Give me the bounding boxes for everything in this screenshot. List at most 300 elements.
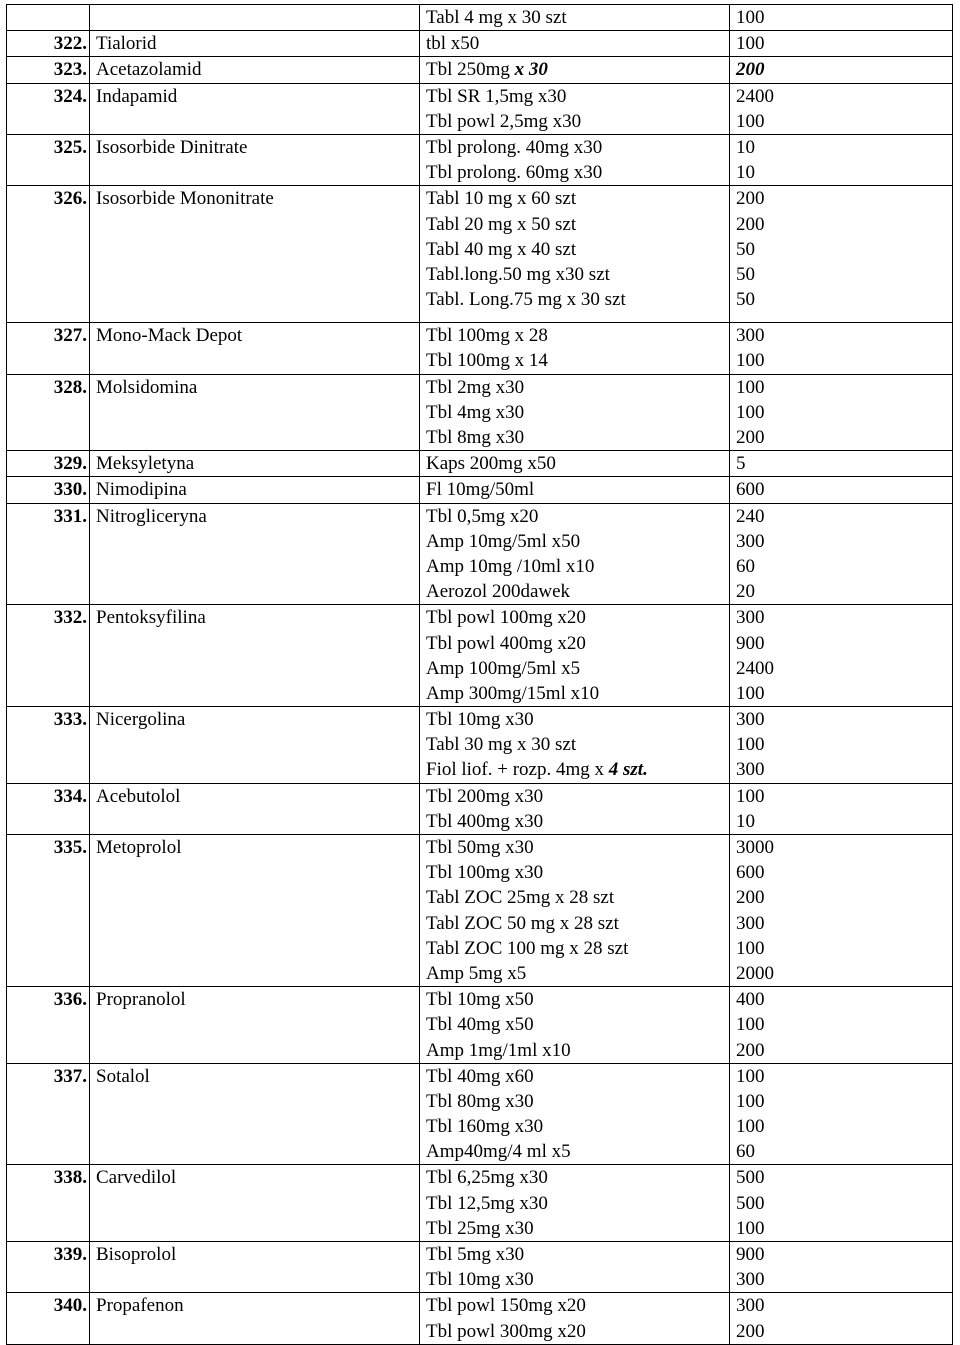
form-text [426,451,729,476]
form-text [426,31,729,56]
drug-forms [420,503,730,605]
row-number-text: 337. [53,1065,87,1087]
row-number [7,5,90,31]
drug-name-text: Nicergolina [96,709,186,731]
row-number-text: 327. [53,325,87,347]
table-row [7,186,953,323]
table-row [7,1293,953,1344]
drug-name-text: Carvedilol [96,1167,177,1189]
form-text [426,784,729,809]
drug-forms [420,605,730,707]
row-number [7,31,90,57]
form-text [426,579,729,604]
quantity-text: 600 [736,479,765,501]
drug-forms [420,31,730,57]
row-number [7,374,90,451]
form-label: Tabl 40 mg x 40 szt [426,238,577,260]
quantity-text: 200 [736,59,765,81]
drug-forms [420,323,730,374]
table-row [7,451,953,477]
form-text [426,757,729,782]
quantity-text: 300 [736,607,765,629]
form-label: Tbl 12,5mg x30 [426,1192,548,1214]
form-text [426,681,729,706]
form-label: Tbl 100mg x30 [426,862,544,884]
form-text [426,554,729,579]
quantity-text: 300 [736,912,765,934]
quantity-text: 200 [736,1039,765,1061]
quantity-text: 100 [736,401,765,423]
row-number [7,1165,90,1242]
drug-name [90,5,420,31]
drug-name-text: Pentoksyfilina [96,607,206,629]
row-number-text: 330. [53,479,87,501]
row-number-text: 336. [53,989,87,1011]
drug-name-text: Isosorbide Mononitrate [96,188,274,210]
table-row [7,503,953,605]
row-number-text: 339. [53,1244,87,1265]
quantity-text: 200 [736,427,765,448]
drug-name [90,503,420,605]
row-number [7,83,90,134]
drug-name [90,374,420,451]
drug-name [90,323,420,374]
drug-name-text: Sotalol [96,1065,150,1087]
table-row [7,1063,953,1165]
form-label: Tabl 20 mg x 50 szt [426,213,577,235]
drug-forms [420,1165,730,1242]
drug-quantities [730,783,953,834]
table-row [7,83,953,134]
drug-forms [420,451,730,477]
drug-table-body [7,5,953,1345]
quantity-text: 500 [736,1167,765,1189]
row-number [7,323,90,374]
quantity-text: 100 [736,1217,765,1239]
drug-name-text: Nimodipina [96,479,187,501]
drug-quantities [730,1293,953,1344]
form-text [426,262,729,287]
row-number-text: 329. [53,453,87,475]
form-text [426,323,729,348]
form-label: Tbl 250mg [426,59,515,81]
form-label: Tabl. Long.75 mg x 30 szt [426,289,626,311]
table-row [7,1165,953,1242]
drug-name-text: Metoprolol [96,837,182,858]
drug-quantities [730,323,953,374]
form-text [426,84,729,109]
form-text [426,732,729,757]
quantity-text: 240 [736,505,765,527]
row-number-text: 326. [53,188,87,210]
drug-name-text: Mono-Mack Depot [96,325,243,347]
form-label: Tabl 30 mg x 30 szt [426,734,577,756]
drug-forms [420,1242,730,1293]
form-text [426,809,729,834]
drug-forms [420,707,730,784]
form-emphasis: 4 szt. [608,759,648,781]
table-row [7,31,953,57]
quantity-text: 100 [736,33,765,55]
row-number [7,451,90,477]
drug-quantities [730,134,953,185]
drug-quantities [730,5,953,31]
form-text [426,1293,729,1318]
drug-name-text: Propranolol [96,989,186,1011]
table-row [7,835,953,987]
form-text [426,425,729,450]
drug-quantities [730,1063,953,1165]
row-number [7,987,90,1064]
row-number-text: 338. [53,1167,87,1189]
drug-name-text [96,5,419,30]
form-text [426,835,729,860]
form-text [426,860,729,885]
quantity-text: 400 [736,989,765,1011]
drug-forms [420,83,730,134]
quantity-text: 100 [736,7,765,28]
drug-name [90,83,420,134]
quantity-text: 100 [736,350,765,372]
table-row [7,5,953,31]
drug-quantities [730,1165,953,1242]
quantity-text: 50 [736,289,755,311]
drug-quantities [730,605,953,707]
form-label: Tbl 200mg x30 [426,785,544,807]
form-label: Tbl powl 2,5mg x30 [426,110,582,132]
form-text [426,237,729,262]
row-number [7,707,90,784]
form-text [426,57,729,82]
quantity-text: 200 [736,887,765,909]
form-label: tbl x50 [426,33,480,55]
row-number [7,503,90,605]
row-number-text: 333. [53,709,87,731]
drug-name-text: Tialorid [96,33,157,55]
drug-name [90,1242,420,1293]
quantity-text: 300 [736,1269,765,1291]
form-text [426,160,729,185]
form-text [426,477,729,502]
form-label: Tbl 25mg x30 [426,1217,534,1239]
form-text [426,375,729,400]
form-label: Tbl 8mg x30 [426,427,525,448]
drug-quantities [730,374,953,451]
quantity-text: 2400 [736,657,774,679]
form-text [426,1216,729,1241]
row-number-text: 332. [53,607,87,629]
form-text [426,1242,729,1267]
drug-name-text: Molsidomina [96,376,198,398]
drug-name [90,783,420,834]
quantity-text: 100 [736,1090,765,1112]
drug-name [90,451,420,477]
drug-name [90,1293,420,1344]
drug-name-text: Acetazolamid [96,59,202,81]
form-label: Tbl powl 300mg x20 [426,1320,586,1342]
form-emphasis: x 30 [514,59,548,81]
drug-name [90,31,420,57]
form-label: Amp 100mg/5ml x5 [426,657,581,679]
form-label: Tbl powl 100mg x20 [426,607,586,629]
quantity-text: 100 [736,1014,765,1036]
quantity-text: 200 [736,1320,765,1342]
spacer [426,312,729,322]
quantity-text: 600 [736,862,765,884]
form-text [426,212,729,237]
form-label: Tbl 5mg x30 [426,1244,525,1265]
form-text [426,1165,729,1190]
form-label: Tbl 10mg x50 [426,989,534,1011]
drug-name [90,1165,420,1242]
form-label: Tbl 6,25mg x30 [426,1167,548,1189]
form-text [426,287,729,312]
drug-name-text: Nitrogliceryna [96,505,207,527]
drug-quantities [730,707,953,784]
drug-quantities [730,477,953,503]
drug-quantities [730,31,953,57]
form-text [426,631,729,656]
row-number [7,605,90,707]
quantity-text: 5 [736,453,746,475]
quantity-text: 900 [736,632,765,654]
form-label: Tabl 4 mg x 30 szt [426,7,567,28]
row-number-text: 334. [53,785,87,807]
drug-name [90,987,420,1064]
quantity-text: 20 [736,581,755,603]
quantity-text: 10 [736,810,755,832]
quantity-text: 300 [736,759,765,781]
drug-forms [420,1293,730,1344]
quantity-text: 100 [736,785,765,807]
drug-name [90,134,420,185]
quantity-text: 100 [736,937,765,959]
table-row [7,134,953,185]
form-label: Amp 10mg/5ml x50 [426,530,581,552]
form-text [426,961,729,986]
quantity-text: 100 [736,682,765,704]
form-text [426,1114,729,1139]
form-label: Tabl ZOC 25mg x 28 szt [426,887,615,909]
quantity-text: 200 [736,213,765,235]
form-label: Tbl powl 150mg x20 [426,1295,586,1317]
quantity-text: 200 [736,188,765,210]
drug-forms [420,835,730,987]
form-text [426,504,729,529]
form-text [426,135,729,160]
drug-quantities [730,186,953,323]
drug-name [90,835,420,987]
drug-quantities [730,987,953,1064]
quantity-text: 100 [736,1116,765,1138]
drug-name-text: Acebutolol [96,785,181,807]
row-number [7,477,90,503]
table-row [7,1242,953,1293]
form-text [426,529,729,554]
quantity-text: 10 [736,162,755,184]
quantity-text: 100 [736,1065,765,1087]
quantity-text: 300 [736,325,765,347]
form-text [426,1012,729,1037]
drug-name [90,1063,420,1165]
drug-quantities [730,503,953,605]
form-label: Tbl 40mg x50 [426,1014,534,1036]
table-row [7,323,953,374]
drug-name-text: Meksyletyna [96,453,195,475]
quantity-text: 100 [736,376,765,398]
quantity-text: 500 [736,1192,765,1214]
row-number [7,835,90,987]
drug-forms [420,186,730,323]
form-text [426,885,729,910]
drug-name-text: Propafenon [96,1295,184,1317]
form-text [426,1064,729,1089]
drug-forms [420,134,730,185]
drug-name [90,707,420,784]
form-label: Tabl ZOC 50 mg x 28 szt [426,912,619,934]
form-label: Amp 5mg x5 [426,962,527,984]
form-label: Amp 1mg/1ml x10 [426,1039,571,1061]
form-text [426,348,729,373]
row-number [7,1063,90,1165]
form-label: Tbl 100mg x 28 [426,325,548,347]
form-label: Tbl 10mg x30 [426,709,534,731]
form-text [426,186,729,211]
drug-name-text: Indapamid [96,85,178,107]
table-row [7,477,953,503]
drug-name [90,605,420,707]
drug-name-text: Isosorbide Dinitrate [96,136,248,158]
quantity-text: 300 [736,709,765,731]
form-text [426,400,729,425]
quantity-text: 100 [736,734,765,756]
drug-forms [420,1063,730,1165]
form-text [426,707,729,732]
drug-quantities [730,1242,953,1293]
form-label: Tbl powl 400mg x20 [426,632,586,654]
drug-forms [420,783,730,834]
form-label: Amp 300mg/15ml x10 [426,682,600,704]
row-number [7,57,90,83]
drug-name [90,57,420,83]
form-text [426,1139,729,1164]
form-text [426,5,729,30]
quantity-text: 100 [736,110,765,132]
form-label: Aerozol 200dawek [426,581,571,603]
form-text [426,1191,729,1216]
quantity-text: 50 [736,238,755,260]
form-label: Fl 10mg/50ml [426,479,535,501]
quantity-text: 50 [736,263,755,285]
form-label: Tbl 160mg x30 [426,1116,544,1138]
form-label: Tbl 0,5mg x20 [426,505,539,527]
drug-quantities [730,835,953,987]
form-label: Tbl 40mg x60 [426,1065,534,1087]
form-label: Amp 10mg /10ml x10 [426,555,595,577]
form-label: Tbl prolong. 60mg x30 [426,162,603,184]
form-label: Tbl 80mg x30 [426,1090,534,1112]
form-label: Tbl 2mg x30 [426,376,525,398]
table-row [7,57,953,83]
quantity-text: 60 [736,555,755,577]
row-number [7,134,90,185]
row-number-text: 340. [53,1295,87,1317]
form-text [426,936,729,961]
form-text [426,605,729,630]
form-label: Tbl 10mg x30 [426,1269,534,1291]
row-number [7,783,90,834]
form-label: Amp40mg/4 ml x5 [426,1141,571,1163]
form-label: Tbl SR 1,5mg x30 [426,85,567,107]
drug-name [90,186,420,323]
row-number-text: 323. [53,59,87,81]
form-label: Kaps 200mg x50 [426,453,556,475]
form-label: Tbl 50mg x30 [426,837,534,858]
form-label: Tbl prolong. 40mg x30 [426,136,603,158]
quantity-text: 2000 [736,962,774,984]
form-text [426,1089,729,1114]
table-row [7,374,953,451]
form-label: Tabl ZOC 100 mg x 28 szt [426,937,629,959]
form-text [426,656,729,681]
drug-quantities [730,83,953,134]
form-label: Tbl 400mg x30 [426,810,544,832]
quantity-text: 60 [736,1141,755,1163]
quantity-text: 10 [736,136,755,158]
form-text [426,1267,729,1292]
drug-name [90,477,420,503]
table-row [7,783,953,834]
form-text [426,987,729,1012]
row-number-text: 335. [53,837,87,858]
form-text [426,1038,729,1063]
form-text [426,1319,729,1344]
row-number-text: 324. [53,85,87,107]
spacer [736,312,952,322]
drug-forms [420,374,730,451]
drug-forms [420,5,730,31]
row-number-text [7,5,87,30]
quantity-text: 900 [736,1244,765,1265]
quantity-text: 300 [736,1295,765,1317]
form-label: Tabl.long.50 mg x30 szt [426,263,610,285]
quantity-text: 3000 [736,837,774,858]
form-text [426,109,729,134]
row-number [7,1293,90,1344]
row-number-text: 331. [53,505,87,527]
form-label: Fiol liof. + rozp. 4mg x [426,759,609,781]
table-row [7,707,953,784]
drug-table [6,4,953,1345]
quantity-text: 300 [736,530,765,552]
row-number [7,1242,90,1293]
row-number-text: 322. [53,33,87,55]
drug-forms [420,477,730,503]
quantity-text: 2400 [736,85,774,107]
form-text [426,911,729,936]
row-number-text: 328. [53,376,87,398]
row-number [7,186,90,323]
form-label: Tbl 100mg x 14 [426,350,548,372]
row-number-text: 325. [53,136,87,158]
drug-quantities [730,57,953,83]
table-row [7,987,953,1064]
drug-forms [420,57,730,83]
form-label: Tabl 10 mg x 60 szt [426,188,577,210]
drug-forms [420,987,730,1064]
drug-name-text: Bisoprolol [96,1244,177,1265]
drug-quantities [730,451,953,477]
